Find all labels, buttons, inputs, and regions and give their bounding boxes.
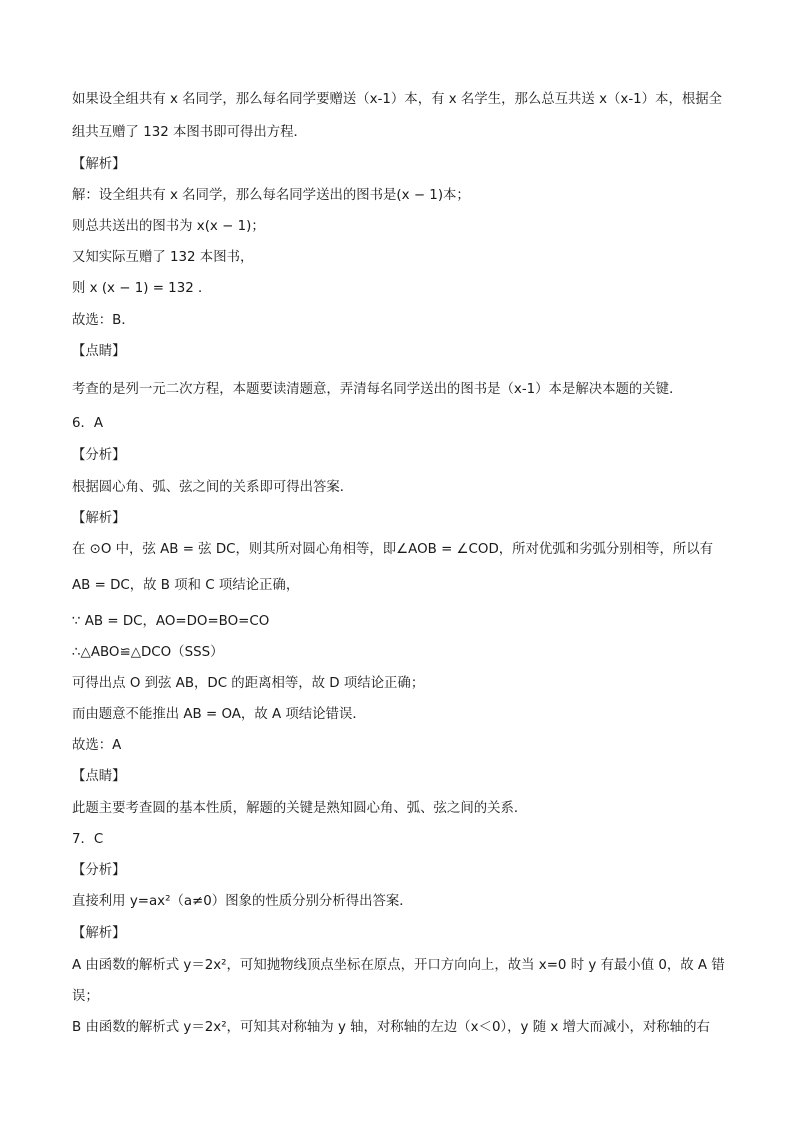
question-number: 6．A (72, 416, 104, 431)
text-line: 根据圆心角、弧、弦之间的关系即可得出答案． (72, 480, 354, 495)
text-line: A 由函数的解析式 y＝2x²，可知抛物线顶点坐标在原点，开口方向向上，故当 x=0 时 y 有最小值 0，故 A 错 (72, 958, 725, 973)
text-line: 误； (72, 989, 99, 1004)
section-heading: 【分析】 (72, 448, 126, 463)
section-heading: 【分析】 (72, 863, 126, 878)
text-line: AB = DC，故 B 项和 C 项结论正确， (72, 578, 300, 593)
text-line: 考查的是列一元二次方程，本题要读清题意，弄清每名同学送出的图书是（x-1）本是解决本题的关键． (72, 382, 683, 397)
text-line: 直接利用 y=ax²（a≠0）图象的性质分别分析得出答案． (72, 894, 413, 909)
text-line: 组共互赠了 132 本图书即可得出方程． (72, 125, 307, 140)
text-line: 在 ⊙O 中，弦 AB = 弦 DC，则其所对圆心角相等，即∠AOB = ∠COD，所对优弧和劣弧分别相等，所以有 (72, 542, 714, 557)
text-line: ∵ AB = DC，AO=DO=BO=CO (72, 614, 270, 629)
text-line: 此题主要考查圆的基本性质，解题的关键是熟知圆心角、弧、弦之间的关系． (72, 801, 528, 816)
text-line: 则 x (x − 1) = 132 ． (72, 281, 212, 296)
text-line: 故选：B． (72, 313, 135, 328)
text-line: 如果设全组共有 x 名同学，那么每名同学要赠送（x-1）本，有 x 名学生，那么总互共送 x（x-1）本，根据全 (72, 92, 723, 107)
text-line: 而由题意不能推出 AB = OA，故 A 项结论错误． (72, 707, 366, 722)
section-heading: 【解析】 (72, 926, 126, 941)
text-line: 又知实际互赠了 132 本图书， (72, 250, 254, 265)
question-number: 7．C (72, 832, 104, 847)
text-line: 故选：A (72, 738, 122, 753)
text-line: 可得出点 O 到弦 AB，DC 的距离相等，故 D 项结论正确； (72, 676, 425, 691)
section-heading: 【解析】 (72, 157, 126, 172)
section-heading: 【解析】 (72, 511, 126, 526)
section-heading: 【点睛】 (72, 769, 126, 784)
text-line: 则总共送出的图书为 x(x − 1)； (72, 219, 265, 234)
text-line: ∴△ABO≌△DCO（SSS） (72, 645, 224, 660)
text-line: 解：设全组共有 x 名同学，那么每名同学送出的图书是(x − 1)本； (72, 188, 470, 203)
text-line: B 由函数的解析式 y＝2x²，可知其对称轴为 y 轴，对称轴的左边（x＜0），y 随 x 增大而减小，对称轴的右 (72, 1020, 710, 1035)
section-heading: 【点睛】 (72, 344, 126, 359)
